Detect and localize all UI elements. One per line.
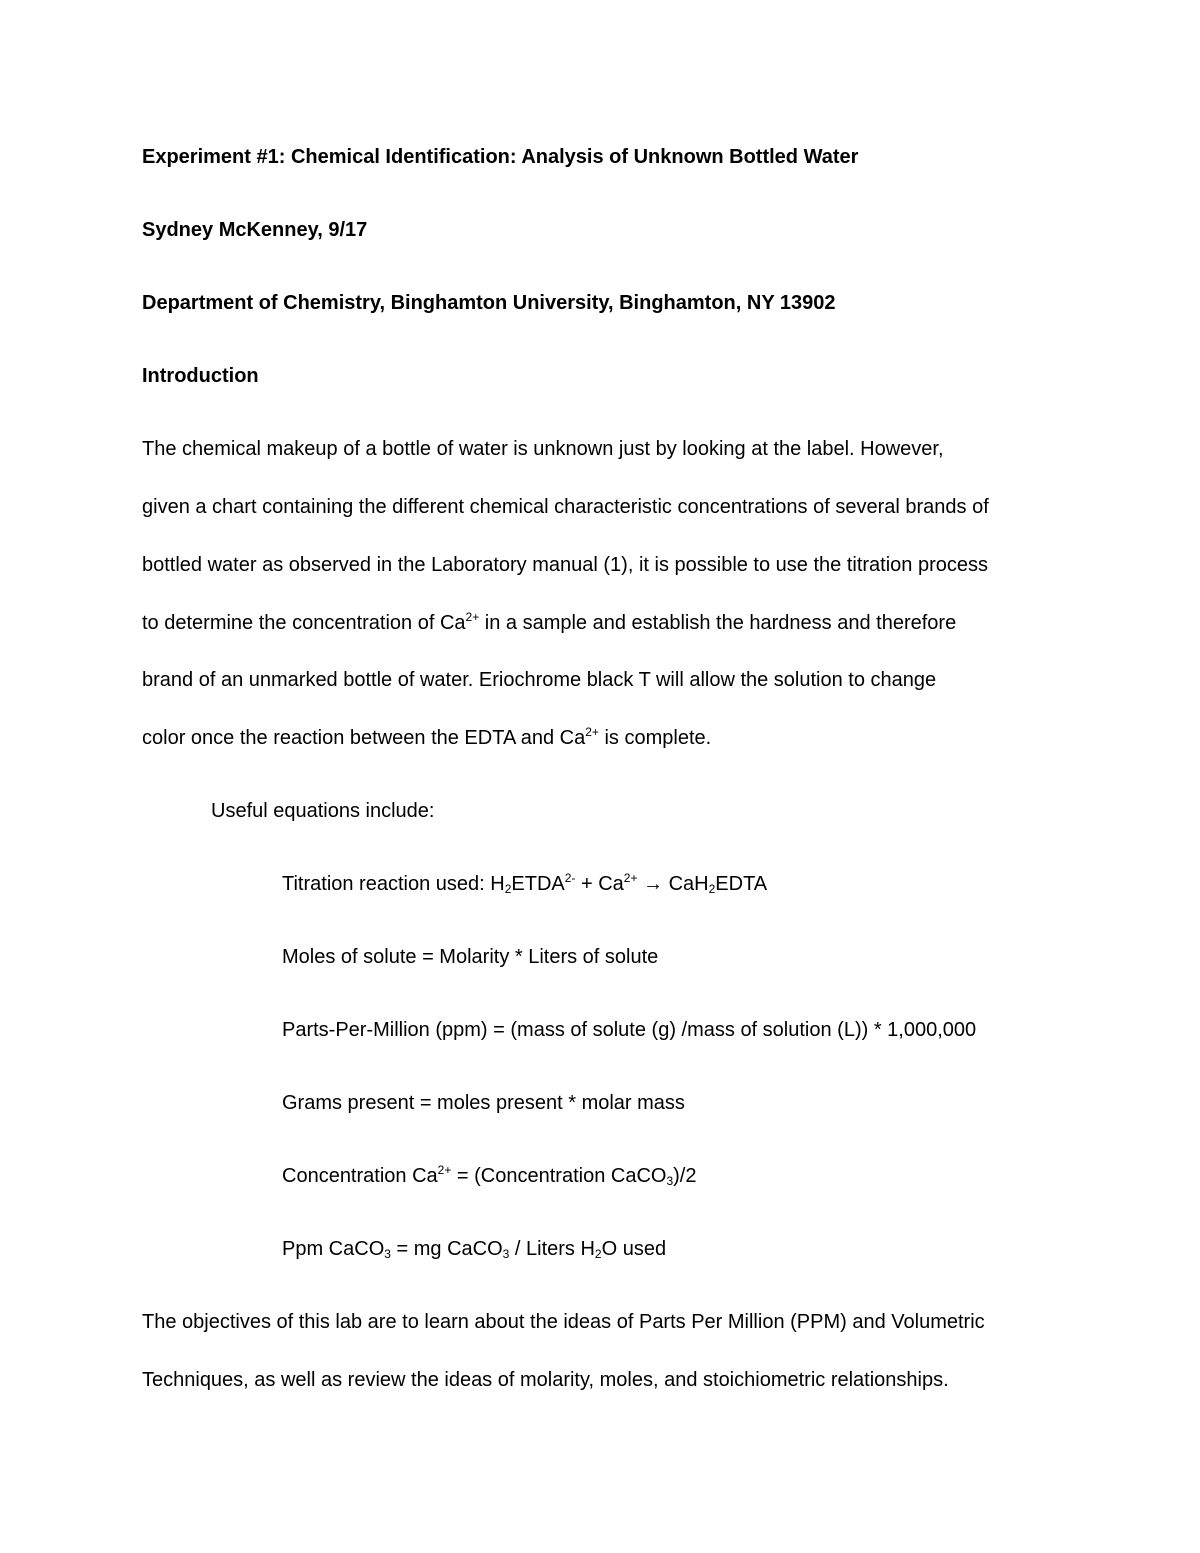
text-segment: + Ca [575,873,624,895]
intro-paragraph-line-2: given a chart containing the different chemical characteristic concentrations of several brands of [142,496,989,518]
equation-ppm: Parts-Per-Million (ppm) = (mass of solute (g) /mass of solution (L)) * 1,000,000 [282,1019,977,1041]
text-segment: color once the reaction between the EDTA and Ca [142,727,586,749]
text-segment: Ppm CaCO [282,1238,385,1260]
text-segment: = (Concentration CaCO [451,1165,667,1187]
text-segment: Titration reaction used: H [282,873,505,895]
text-segment: )/2 [673,1165,697,1187]
objectives-line-1: The objectives of this lab are to learn about the ideas of Parts Per Million (PPM) and Volumetric [142,1311,985,1333]
superscript: 2+ [623,871,638,885]
text-segment: ETDA [511,873,565,895]
superscript: 2+ [437,1163,452,1177]
text-segment: = mg CaCO [390,1238,503,1260]
text-segment: / Liters H [509,1238,595,1260]
author-line: Sydney McKenney, 9/17 [142,219,368,241]
equations-intro: Useful equations include: [211,800,435,822]
text-segment: is complete. [598,727,712,749]
intro-paragraph-line-1: The chemical makeup of a bottle of water is unknown just by looking at the label. However, [142,438,944,460]
text-segment: Concentration Ca [282,1165,438,1187]
text-segment: O used [601,1238,667,1260]
section-heading-introduction: Introduction [142,365,259,387]
text-segment: CaH [668,873,709,895]
subscript: 3 [502,1247,510,1261]
subscript: 2 [708,882,716,896]
equation-grams: Grams present = moles present * molar mass [282,1092,685,1114]
document-title: Experiment #1: Chemical Identification: Analysis of Unknown Bottled Water [142,146,859,168]
intro-paragraph-line-3: bottled water as observed in the Laboratory manual (1), it is possible to use the titration process [142,554,989,576]
equation-ppm-caco3 [282,1236,666,1262]
subscript: 3 [384,1247,391,1261]
equation-moles: Moles of solute = Molarity * Liters of solute [282,946,659,968]
subscript: 2 [594,1247,602,1261]
intro-paragraph-line-4 [142,610,956,636]
equation-concentration [282,1163,696,1189]
subscript: 3 [666,1174,674,1188]
subscript: 2 [504,882,512,896]
text-segment: EDTA [715,873,768,895]
right-arrow-icon: → [637,873,669,895]
text-segment: in a sample and establish the hardness and therefore [479,612,957,634]
text-segment: to determine the concentration of Ca [142,612,466,634]
objectives-line-2: Techniques, as well as review the ideas of molarity, moles, and stoichiometric relationships. [142,1369,949,1391]
superscript: 2+ [585,725,599,739]
superscript: 2+ [465,610,480,624]
equation-titration-reaction [282,871,767,897]
affiliation-line: Department of Chemistry, Binghamton University, Binghamton, NY 13902 [142,292,836,314]
intro-paragraph-line-5: brand of an unmarked bottle of water. Eriochrome black T will allow the solution to change [142,669,937,691]
intro-paragraph-line-6 [142,725,711,751]
superscript: 2- [564,871,576,885]
